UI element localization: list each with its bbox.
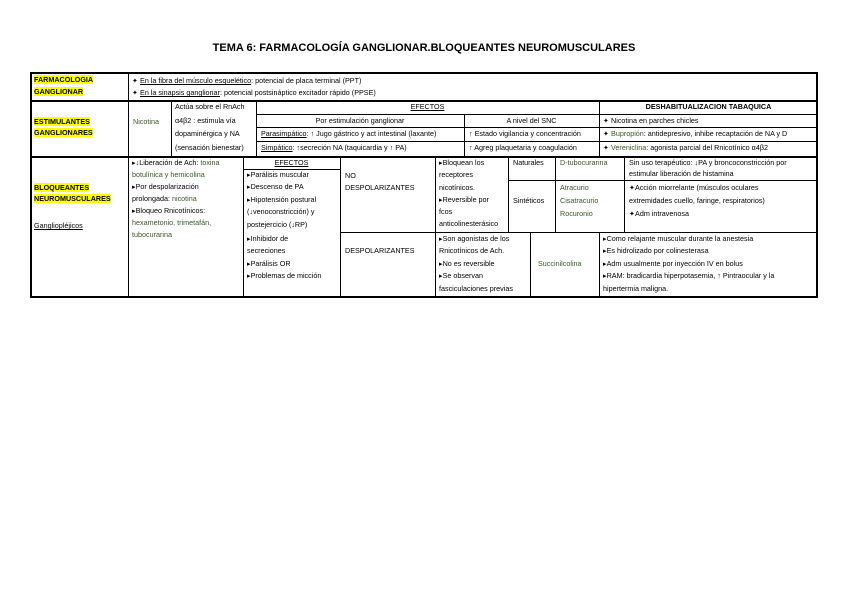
row-divider: [256, 114, 599, 115]
despol-label: DESPOLARIZANTES: [345, 246, 415, 255]
col-divider: [243, 156, 244, 298]
ppse-line: ✦ En la sinapsis ganglionar: potencial postsináptico excitador rápido (PPSE): [132, 88, 376, 97]
no-despol-prop: nicotínicos.: [439, 183, 475, 192]
section-label-estimulantes: GANGLIONARES: [34, 128, 93, 137]
snc-effect: ↑ Estado vigilancia y concentración: [469, 129, 581, 138]
no-despol-label: DESPOLARIZANTES: [345, 183, 415, 192]
despol-note: hipertermia maligna.: [603, 284, 669, 293]
efecto-item: secreciones: [247, 246, 286, 255]
row-divider: [599, 114, 818, 115]
mechanism-text: dopaminérgica y NA: [175, 129, 240, 138]
no-despol-prop: fcos: [439, 207, 453, 216]
subheader-ganglionar: Por estimulación ganglionar: [315, 116, 405, 125]
col-divider: [555, 156, 556, 232]
mech-bloqueo-drugs: tubocurarina: [132, 230, 172, 239]
simpatico-effect: Simpático: ↑secreción NA (taquicardia y ↑ PA): [261, 143, 407, 152]
mechanism-text: α4β2 : estimula vía: [175, 116, 236, 125]
deshab-item: ✦ Bupropión: antidepresivo, inhibe recaptación de NA y D: [603, 129, 788, 138]
despol-note: ▸Adm usualmente por inyección IV en bolus: [603, 259, 743, 268]
no-despol-prop: receptores: [439, 170, 473, 179]
drug-succinilcolina: Succinilcolina: [538, 259, 582, 268]
deshab-header: DESHABITUALIZACION TABAQUICA: [645, 102, 772, 111]
no-despol-prop: ▸Bloquean los: [439, 158, 485, 167]
ppt-line: ✦ En la fibra del músculo esquelético: potencial de placa terminal (PPT): [132, 76, 362, 85]
snc-effect: ↑ Agreg plaquetaria y coagulación: [469, 143, 577, 152]
deshab-item: ✦ Nicotina en parches chicles: [603, 116, 699, 125]
despol-prop: fasciculaciones previas: [439, 284, 513, 293]
col-divider: [171, 100, 172, 156]
col-divider: [599, 232, 600, 298]
mechanism-text: (sensación bienestar): [175, 143, 244, 152]
despol-prop: ▸No es reversible: [439, 259, 495, 268]
efecto-item: ▸Descenso de PA: [247, 182, 304, 191]
efectos-header: EFECTOS: [274, 158, 309, 167]
efecto-item: ▸Parálisis muscular: [247, 170, 309, 179]
mech-ach: ▸↓Liberación de Ach: toxina: [132, 158, 220, 167]
naturales-note: estimular liberación de histamina: [629, 169, 734, 178]
section-label-bloqueantes: BLOQUEANTES: [34, 183, 90, 192]
deshab-item: ✦ Vereniclina: agonista parcial del Rnicotínico α4β2: [603, 143, 768, 152]
no-despol-prop: ▸Reversible por: [439, 195, 489, 204]
row-divider: [340, 232, 818, 233]
col-divider: [340, 156, 341, 298]
page-title: TEMA 6: FARMACOLOGÍA GANGLIONAR.BLOQUEANTES NEUROMUSCULARES: [212, 42, 636, 54]
mech-despol: prolongada: nicotina: [132, 194, 197, 203]
drug-sintetico: Cisatracurio: [560, 196, 599, 205]
mechanism-text: Actúa sobre el RnAch: [175, 102, 245, 111]
col-divider: [435, 156, 436, 298]
col-divider: [508, 156, 509, 232]
mech-bloqueo-drugs: hexametonio, trimetafán,: [132, 218, 212, 227]
despol-note: ▸Como relajante muscular durante la anestesia: [603, 234, 754, 243]
despol-prop: Rnicotínicos de Ach.: [439, 246, 505, 255]
efectos-header: EFECTOS: [410, 102, 445, 111]
despol-prop: ▸Se observan: [439, 271, 483, 280]
drug-tubocurarina: D-tubocurarina: [560, 158, 608, 167]
subheader-snc: A nivel del SNC: [506, 116, 557, 125]
drug-nicotina: Nicotina: [133, 117, 159, 126]
despol-note: ▸RAM: bradicardia hiperpotasemia, ↑ Pintraocular y la: [603, 271, 775, 280]
efecto-item: postejercicio (↓RP): [247, 220, 308, 229]
efecto-item: ▸Problemas de micción: [247, 271, 322, 280]
efecto-item: ▸Inhibidor de: [247, 234, 289, 243]
despol-prop: ▸Son agonistas de los: [439, 234, 510, 243]
row-divider: [256, 127, 599, 128]
despol-note: ▸Es hidrolizado por colinesterasa: [603, 246, 709, 255]
section-label-farmacologia: GANGLIONAR: [34, 87, 84, 96]
efecto-item: ▸Hipotensión postural: [247, 195, 317, 204]
no-despol-label: NO: [345, 171, 356, 180]
section-label-farmacologia: FARMACOLOGIA: [34, 75, 94, 84]
drug-sintetico: Rocuronio: [560, 209, 593, 218]
efecto-item: ▸Parálisis OR: [247, 259, 291, 268]
col-divider: [128, 72, 129, 298]
naturales-label: Naturales: [513, 158, 544, 167]
sinteticos-note: ✦Acción miorrelante (músculos oculares: [629, 183, 759, 192]
mech-bloqueo: ▸Bloqueo Rnicotínicos:: [132, 206, 206, 215]
sinteticos-note: ✦Adm intravenosa: [629, 209, 689, 218]
row-divider: [256, 141, 599, 142]
col-divider: [530, 232, 531, 298]
sinteticos-label: Sintéticos: [513, 196, 545, 205]
sinteticos-note: extremidades cuello, faringe, respiratorios): [629, 196, 765, 205]
col-divider: [624, 156, 625, 232]
section-label-estimulantes: ESTIMULANTES: [34, 117, 90, 126]
efecto-item: (↓venoconstricción) y: [247, 207, 315, 216]
no-despol-prop: anticolinesterásico: [439, 219, 499, 228]
mech-ach-drugs: botulínica y hemicolina: [132, 170, 205, 179]
gangliopl-label: Gangliopléjicos: [34, 221, 83, 230]
mech-despol: ▸Por despolarización: [132, 182, 199, 191]
parasimpatico-effect: Parasimpático: ↑ Jugo gástrico y act intestinal (laxante): [261, 129, 437, 138]
row-divider: [599, 141, 818, 142]
row-divider: [599, 127, 818, 128]
naturales-note: Sin uso terapéutico: ↓PA y broncoconstricción por: [629, 158, 787, 167]
section-label-bloqueantes: NEUROMUSCULARES: [34, 194, 111, 203]
drug-sintetico: Atracurio: [560, 183, 589, 192]
